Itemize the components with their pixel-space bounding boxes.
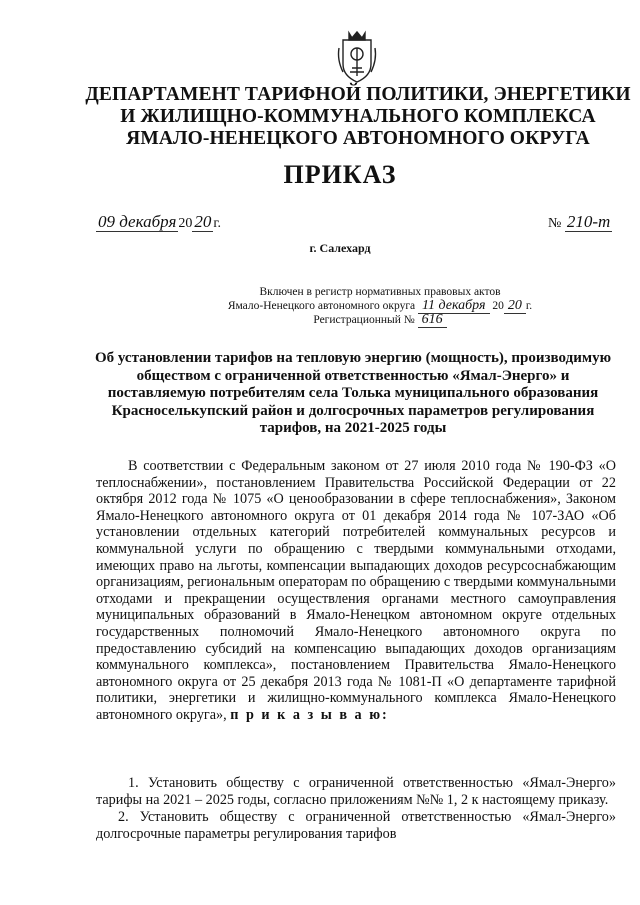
department-line-2: И ЖИЛИЩНО-КОММУНАЛЬНОГО КОМПЛЕКСА bbox=[120, 106, 596, 127]
registry-date-handwritten: 11 декабря bbox=[418, 298, 490, 314]
order-preamble bbox=[96, 458, 616, 724]
order-year-prefix: 20 bbox=[178, 216, 193, 231]
registry-stamp bbox=[170, 285, 590, 327]
registry-line-2 bbox=[170, 299, 590, 313]
coat-of-arms-icon bbox=[335, 28, 379, 84]
registry-line-3 bbox=[170, 313, 590, 327]
registry-year-prefix: 20 bbox=[492, 300, 504, 312]
preamble-text: В соответствии с Федеральным законом от 27 июля 2010 года № 190-ФЗ «О теплоснабжении», постановлением Правительства Российской Федерации от 22 октября 2012 года № 1075 «О ценообразовании в сфере теплоснабжения», Законом Ямало-Ненецкого автономного округа от 01 декабря 2014 года № 107-ЗАО «Об установлении отдельных категорий потребителей коммунальных ресурсов и коммунальной услуги по обращению с твердыми коммунальными отходами, имеющих право на льготы, компенсации выпадающих доходов ресурсоснабжающим организациям, региональным операторам по обращению с твердыми коммунальными отходами и прекращении осуществления органами местного самоуправления муниципальных образований в Ямало-Ненецком автономном округе отдельных государственных полномочий Ямало-Ненецкого автономного округа по предоставлению субсидий на компенсацию выпадающих доходов организациям коммунального комплекса», постановлением Правительства Ямало-Ненецкого автономного округа от 25 декабря 2013 года № 1081-П «О департаменте тарифной политики, энергетики и жилищно-коммунального комплекса Ямало-Ненецкого автономного округа», bbox=[96, 458, 616, 723]
registry-line-1: Включен в регистр нормативных правовых актов bbox=[259, 286, 501, 298]
order-number-prefix: № bbox=[548, 216, 562, 231]
registry-number-handwritten: 616 bbox=[418, 312, 447, 328]
order-year-suffix: г. bbox=[213, 216, 222, 231]
registry-year-handwritten: 20 bbox=[504, 298, 526, 314]
registry-number-prefix: Регистрационный № bbox=[313, 314, 415, 326]
registry-line-2-prefix: Ямало-Ненецкого автономного округа bbox=[227, 300, 416, 312]
document-type-title: ПРИКАЗ bbox=[283, 160, 397, 189]
registry-year-suffix: г. bbox=[525, 300, 533, 312]
order-number-handwritten: 210-т bbox=[566, 212, 611, 231]
order-date bbox=[96, 212, 221, 232]
department-line-1: ДЕПАРТАМЕНТ ТАРИФНОЙ ПОЛИТИКИ, ЭНЕРГЕТИКИ bbox=[85, 84, 631, 105]
city: г. Салехард bbox=[309, 241, 371, 255]
department-line-3: ЯМАЛО-НЕНЕЦКОГО АВТОНОМНОГО ОКРУГА bbox=[126, 128, 590, 149]
order-date-handwritten: 09 декабря bbox=[98, 212, 177, 231]
order-year-handwritten: 20 bbox=[194, 212, 212, 231]
order-subject: Об установлении тарифов на тепловую энергию (мощность), производимую обществом с ограниченной ответственностью «Ямал-Энерго» и поставляемую потребителям села Толька муниципального образования Красноселькупский район и долгосрочных параметров регулирования тарифов, на 2021-2025 годы bbox=[94, 350, 612, 436]
department-header bbox=[78, 84, 638, 150]
order-items bbox=[96, 775, 616, 842]
order-item-1: 1. Установить обществу с ограниченной ответственностью «Ямал-Энерго» тарифы на 2021 – 2025 годы, согласно приложениям №№ 1, 2 к настоящему приказу. bbox=[96, 775, 616, 808]
order-number bbox=[548, 212, 612, 232]
order-word: п р и к а з ы в а ю: bbox=[230, 706, 389, 723]
order-item-2: 2. Установить обществу с ограниченной ответственностью «Ямал-Энерго» долгосрочные параметры регулирования тарифов bbox=[96, 809, 616, 842]
preamble-paragraph bbox=[96, 458, 616, 724]
